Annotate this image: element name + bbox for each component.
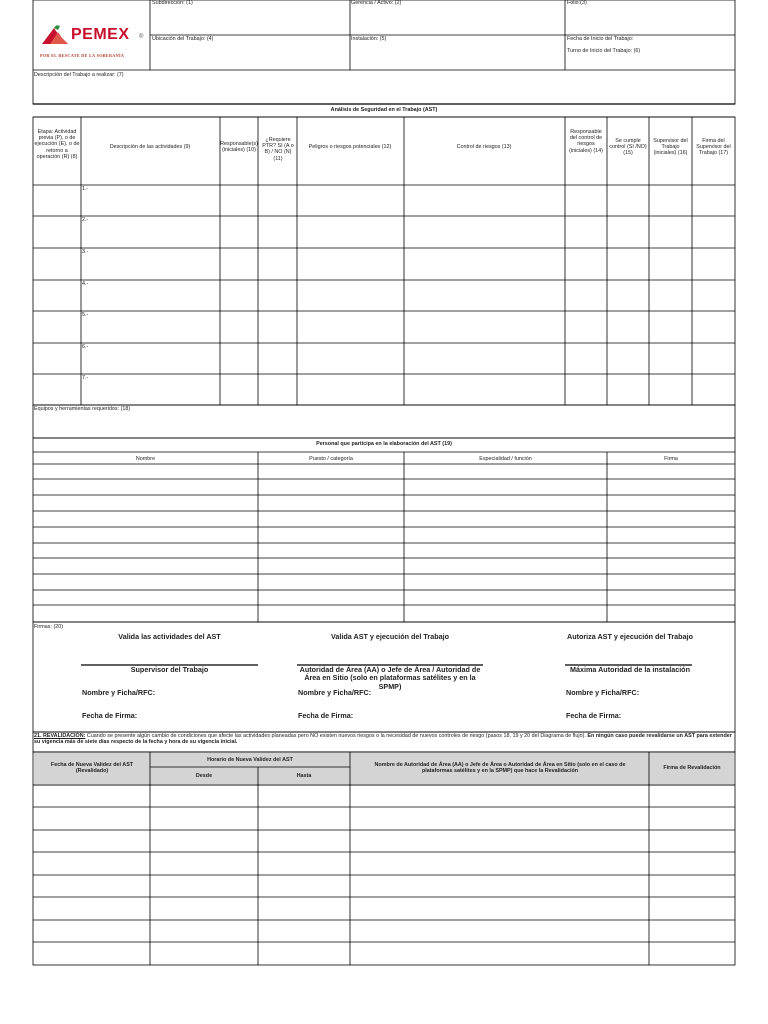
rev-col-hasta: Hasta — [296, 773, 312, 779]
firma-fecha-autoridad: Fecha de Firma: — [298, 711, 354, 720]
firma-role-autoridad: Autoridad de Área (AA) o Jefe de Área / Autoridad de Área en Sitio (solo en plataformas satélites y en la SPMP) — [299, 665, 481, 691]
rev-col-horario: Horario de Nueva Validez del AST — [207, 757, 293, 763]
rev-col-desde: Desde — [195, 773, 213, 779]
ast-col-peligros: Peligros o riesgos potenciales (12) — [308, 144, 392, 150]
turno-inicio-label: Turno de Inicio del Trabajo: (6) — [567, 48, 641, 54]
ast-col-control: Control de riesgos (13) — [456, 144, 512, 150]
firma-fecha-maxima: Fecha de Firma: — [566, 711, 622, 720]
personal-col-especialidad: Especialidad / función — [479, 456, 532, 462]
ubicacion-label: Ubicación del Trabajo: (4) — [152, 36, 214, 42]
firma-role-maxima: Máxima Autoridad de la instalación — [570, 665, 690, 674]
firma-nombre-supervisor: Nombre y Ficha/RFC: — [82, 688, 156, 697]
firma-fecha-supervisor: Fecha de Firma: — [82, 711, 138, 720]
firma-nombre-maxima: Nombre y Ficha/RFC: — [566, 688, 640, 697]
logo-text: PEMEX — [71, 26, 130, 43]
ast-col-supervisor: Supervisor del Trabajo (iniciales) (16) — [653, 138, 688, 157]
pemex-logo — [38, 22, 146, 62]
revalidacion-note-bold: En ningún caso puede revalidarse un AST para extender su vigencia más de siete días respecto de la fecha y hora de su vigencia inicial. — [34, 733, 732, 746]
ast-row-number: 6.- — [82, 344, 89, 350]
ast-col-ptr: ¿Requiere PTR? SI (A o B) / NO (N)(11) — [262, 137, 294, 162]
ast-col-cumple: Se cumple control (SI /NO) (15) — [609, 138, 647, 157]
ast-col-resp-control: Responsable del control de riesgos (iniciales) (14) — [569, 129, 603, 154]
ast-col-firma: Firma del Supervisor del Trabajo (17) — [696, 138, 731, 157]
subdireccion-label: Subdirección: (1) — [152, 0, 193, 6]
ast-col-etapa: Etapa: Actividad previa (P), o de ejecución (E), o de retorno a operación (R) (8) — [34, 129, 80, 160]
descripcion-trabajo-label: Descripción del Trabajo a realizar: (7) — [34, 72, 124, 78]
fecha-inicio-label: Fecha de Inicio del Trabajo: — [567, 36, 634, 42]
personal-col-puesto: Puesto / categoría — [309, 456, 353, 462]
logo-tagline: POR EL RESCATE DE LA SOBERANÍA — [40, 53, 125, 58]
instalacion-label: Instalación: (5) — [351, 36, 387, 42]
ast-row-number: 7.- — [82, 375, 89, 381]
gerencia-label: Gerencia / Activo: (2) — [351, 0, 402, 6]
logo-registered-mark: ® — [139, 34, 144, 40]
firma-heading-autoridad: Valida AST y ejecución del Trabajo — [331, 632, 449, 641]
ast-row-number: 5.- — [82, 312, 89, 318]
personal-col-nombre: Nombre — [135, 456, 156, 462]
ast-row-number: 4.- — [82, 281, 89, 287]
folio-label: Folio:(3) — [567, 0, 587, 6]
ast-row-number: 2.- — [82, 217, 89, 223]
revalidacion-note-title: 21. REVALIDACIÓN: — [34, 733, 86, 739]
firma-role-supervisor: Supervisor del Trabajo — [130, 665, 209, 674]
firma-nombre-autoridad: Nombre y Ficha/RFC: — [298, 688, 372, 697]
revalidacion-note-body: Cuando se presente algún cambio de condiciones que afecte las actividades planeadas pero NO existen nuevos riesgos o la necesidad de nuevos controles de riesgo (pasos 18, 19 y 20 del Diagrama de flujo). — [85, 733, 588, 739]
equipos-label: Equipos y herramientas requeridos: (18) — [34, 406, 131, 412]
ast-row-number: 1.- — [82, 186, 89, 192]
firmas-label: Firmas: (20) — [34, 624, 64, 630]
rev-col-firma: Firma de Revalidación — [663, 765, 721, 771]
ast-col-descripcion: Descripción de las actividades (9) — [109, 144, 191, 150]
rev-col-fecha: Fecha de Nueva Validez del AST (Revalidado) — [50, 762, 134, 775]
firma-heading-maxima: Autoriza AST y ejecución del Trabajo — [567, 632, 693, 641]
revalidacion-note — [34, 733, 734, 745]
ast-row-number: 3.- — [82, 249, 89, 255]
firma-heading-supervisor: Valida las actividades del AST — [118, 632, 221, 641]
ast-title: Análisis de Seguridad en el Trabajo (AST) — [330, 107, 438, 113]
pemex-eagle-icon — [40, 24, 70, 46]
personal-col-firma: Firma — [664, 456, 678, 462]
personal-title: Personal que participa en la elaboración del AST (19) — [316, 441, 452, 447]
rev-col-autoridad: Nombre de Autoridad de Área (AA) o Jefe de Área o Autoridad de Área en Sitio (solo en el caso de plataformas satélites y en la SPMP) que hace la Revalidación — [374, 762, 626, 775]
ast-col-responsable: Responsable(s) (iniciales) (10) — [220, 141, 258, 154]
